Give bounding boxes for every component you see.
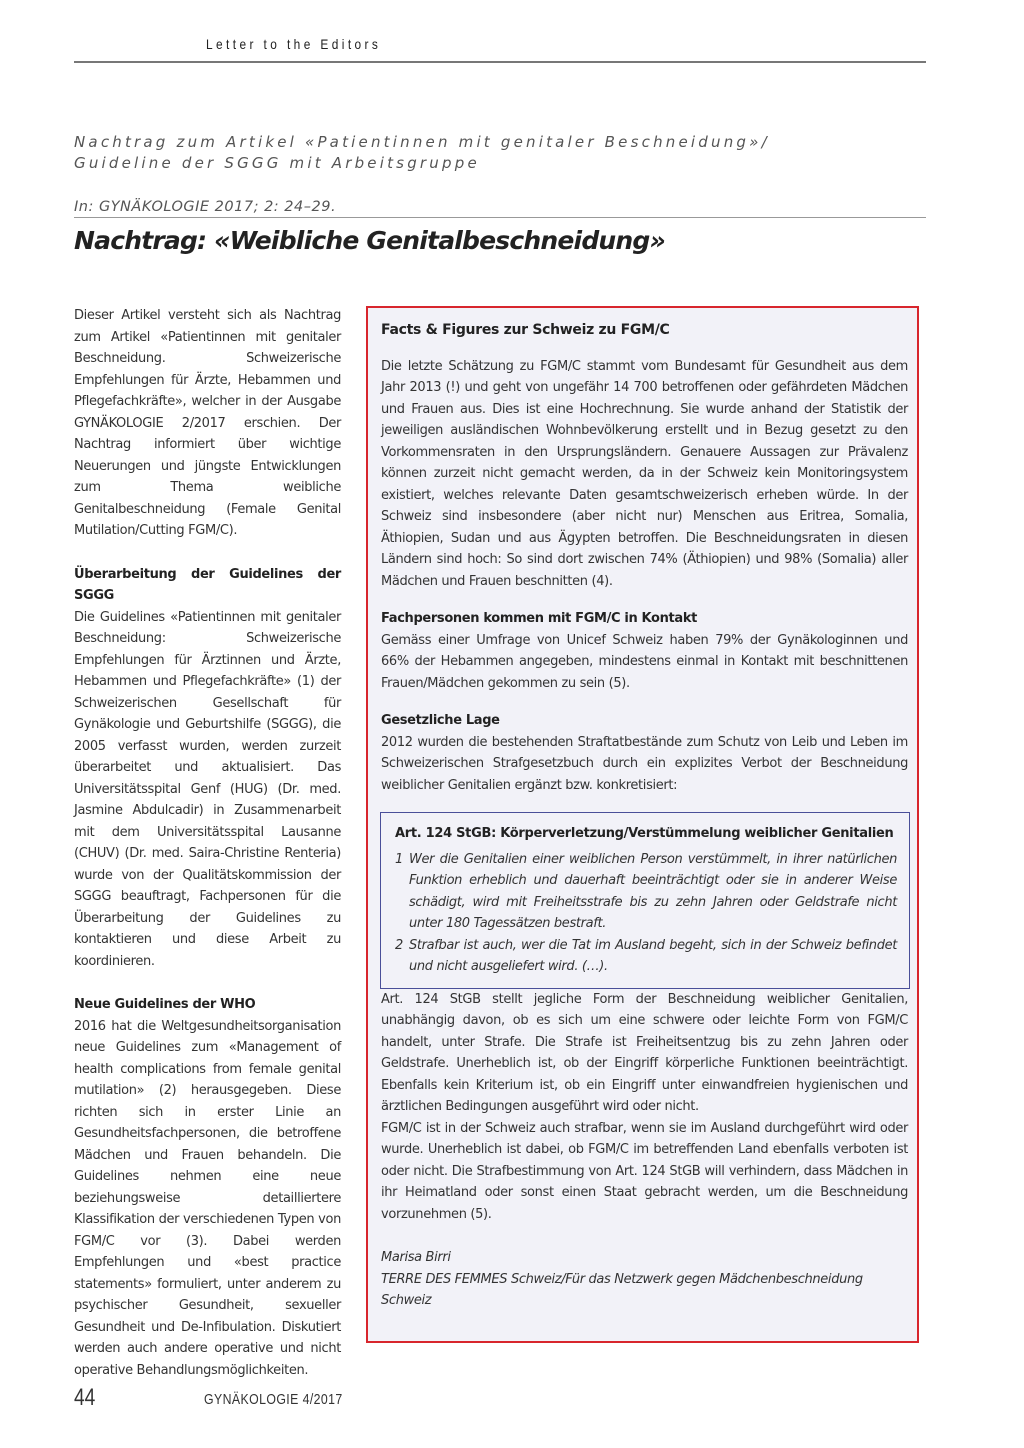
header-rule [74,61,926,63]
law-explanation-1: Art. 124 StGB stellt jegliche Form der Beschneidung weiblicher Genitalien, unabhängig davon, ob es sich um eine schwere oder leichte Form von FGM/C handelt, unter Strafe. Die Strafe ist Freiheitsentzug bis zu zehn Jahren oder Geldstrafe. Unerheblich ist, ob der Eingriff körperliche Funktionen beeinträchtigt. Ebenfalls kein Kriterium ist, ob ein Eingriff unter einwandfreien hygienischen und ärztlichen Bedingungen ausgeführt wird oder nicht. [381,991,908,1114]
reference-source: In: GYNÄKOLOGIE 2017; 2: 24–29. [74,199,337,215]
intro-paragraph: Dieser Artikel versteht sich als Nachtrag zum Artikel «Patientinnen mit genitaler Beschneidung. Schweizerische Empfehlungen für Ärzte, Hebammen und Pflegefachkräfte», welcher in der Ausgabe GYNÄKOLOGIE 2/2017 erschien. Der Nachtrag informiert über wichtige Neuerungen und jüngste Entwicklungen zum Thema weibliche Genitalbeschneidung (Female Genital Mutilation/Cutting FGM/C). [74,308,341,538]
reference-title-line-2: Guideline der SGGG mit Arbeitsgruppe [74,154,480,172]
running-head: Letter to the Editors [206,36,382,52]
author-block [381,1247,908,1312]
section-heading-sggg: Überarbeitung der Guidelines der SGGG [74,566,341,603]
reference-rule [74,217,926,218]
law-item [395,849,897,935]
factbox-body-legal: 2012 wurden die bestehenden Straftatbestände zum Schutz von Leib und Leben im Schweizerischen Strafgesetzbuch durch ein explizites Verbot der Beschneidung weiblicher Genitalien ergänzt bzw. konkretisiert: [381,734,908,793]
factbox-heading-contact: Fachpersonen kommen mit FGM/C in Kontakt [381,611,697,626]
article-title: Nachtrag: «Weibliche Genitalbeschneidung» [74,226,665,255]
law-item-text: Strafbar ist auch, wer die Tat im Ausland begeht, sich in der Schweiz befindet und nicht ausgeliefert wird. (…). [409,937,897,974]
factbox-body-contact: Gemäss einer Umfrage von Unicef Schweiz haben 79% der Gynäkologinnen und 66% der Hebammen angegeben, mindestens einmal in Kontakt mit beschnittenen Frauen/Mädchen gekommen zu sein (5). [381,632,908,691]
law-title: Art. 124 StGB: Körperverletzung/Verstümmelung weiblicher Genitalien [395,826,894,841]
law-quote-box [380,812,910,989]
footer-journal: GYNÄKOLOGIE 4/2017 [204,1391,343,1408]
factbox-heading-legal: Gesetzliche Lage [381,713,500,728]
left-column [74,305,341,1381]
reference-title-line-1: Nachtrag zum Artikel «Patientinnen mit genitaler Beschneidung»/ [74,133,770,151]
law-item-text: Wer die Genitalien einer weiblichen Person verstümmelt, in ihrer natürlichen Funktion erheblich und dauerhaft beeinträchtigt oder sie in anderer Weise schädigt, wird mit Freiheitsstrafe bis zu zehn Jahren oder Geldstrafe nicht unter 180 Tagessätzen bestraft. [409,851,897,931]
law-explanation-2: FGM/C ist in der Schweiz auch strafbar, wenn sie im Ausland durchgeführt wird oder wurde. Unerheblich ist dabei, ob FGM/C im betreffenden Land ebenfalls verboten ist oder nicht. Die Strafbestimmung von Art. 124 StGB will verhindern, dass Mädchen in ihr Heimatland oder sonst einen Staat gebracht werden, um die Beschneidung vorzunehmen (5). [381,1120,908,1222]
law-item-number: 1 [395,851,403,867]
reference-title [74,132,934,174]
factbox-intro: Die letzte Schätzung zu FGM/C stammt vom Bundesamt für Gesundheit aus dem Jahr 2013 (!) und geht von ungefähr 14 700 betroffenen oder gefährdeten Mädchen und Frauen aus. Dies ist eine Hochrechnung. Sie wurde anhand der Statistik der jeweiligen ausländischen Wohnbevölkerung erstellt und in Bezug gesetzt zu den Vorkommensraten in den Ursprungsländern. Genauere Aussagen zur Prävalenz können zurzeit nicht gemacht werden, da in der Schweiz kein Monitoringsystem existiert, welches relevante Daten gesamtschweizerisch erheben würde. In der Schweiz sind insbesondere (aber nicht nur) Menschen aus Eritrea, Somalia, Äthiopien, Sudan und aus Ägypten betroffen. Die Beschneidungsraten in diesen Ländern sind hoch: So sind dort zwischen 74% (Äthiopien) und 98% (Somalia) aller Mädchen und Frauen beschnitten (4). [381,358,908,589]
page-number: 44 [74,1384,96,1411]
law-item-number: 2 [395,937,403,953]
facts-figures-box [366,306,919,1343]
author-name: Marisa Birri [381,1250,451,1265]
author-affiliation: TERRE DES FEMMES Schweiz/Für das Netzwerk gegen Mädchenbeschneidung Schweiz [381,1271,863,1308]
section-body-sggg: Die Guidelines «Patientinnen mit genitaler Beschneidung: Schweizerische Empfehlungen für Ärztinnen und Ärzte, Hebammen und Pflegefachkräfte» (1) der Schweizerischen Gesellschaft für Gynäkologie und Geburtshilfe (SGGG), die 2005 verfasst wurden, werden zurzeit überarbeitet und aktualisiert. Das Universitätsspital Genf (HUG) (Dr. med. Jasmine Abdulcadir) in Zusammenarbeit mit dem Universitätsspital Lausanne (CHUV) (Dr. med. Saira-Christine Renteria) wurde von der Qualitätskommission der SGGG beauftragt, Fachpersonen für die Überarbeitung der Guidelines zu kontaktieren und diese Arbeit zu koordinieren. [74,609,341,969]
law-item [395,935,897,978]
factbox-title: Facts & Figures zur Schweiz zu FGM/C [381,322,670,338]
section-body-who: 2016 hat die Weltgesundheitsorganisation neue Guidelines zum «Management of health complications from female genital mutilation» (2) herausgegeben. Diese richten sich in erster Linie an Gesundheitsfachpersonen, die betroffene Mädchen und Frauen behandeln. Die Guidelines nehmen eine neue beziehungsweise detailliertere Klassifikation der verschiedenen Typen von FGM/C vor (3). Dabei werden Empfehlungen und «best practice statements» formuliert, unter anderem zu psychischer Gesundheit, sexueller Gesundheit und De-Infibulation. Diskutiert werden auch andere operative und nicht operative Behandlungsmöglichkeiten. [74,1018,341,1378]
section-heading-who: Neue Guidelines der WHO [74,997,256,1012]
